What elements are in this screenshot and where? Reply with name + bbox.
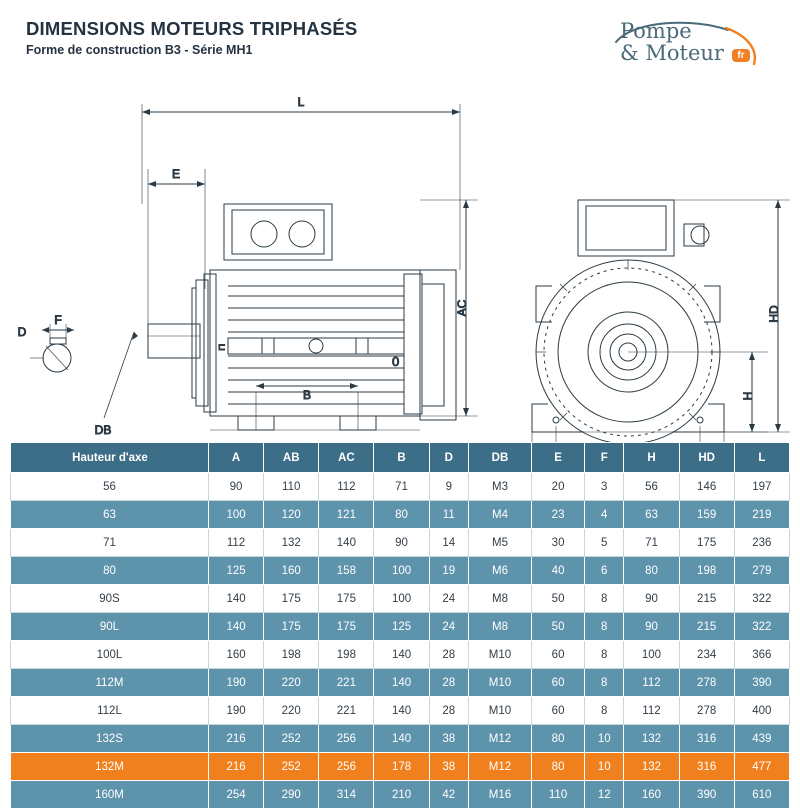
table-cell: M10 [468,697,531,725]
table-row[interactable] [11,669,790,697]
table-cell: 175 [319,585,374,613]
label-F: F [54,313,62,327]
table-cell: 110 [264,473,319,501]
table-cell: 100 [374,557,429,585]
label-AC: AC [455,299,469,317]
motor-dimension-drawing [0,74,800,437]
table-cell: 110 [532,781,585,809]
table-cell: 125 [208,557,263,585]
table-cell: 216 [208,725,263,753]
table-cell: 175 [679,529,734,557]
table-cell-axis-height: 71 [11,529,209,557]
table-cell: 390 [734,669,789,697]
table-cell: 439 [734,725,789,753]
table-cell: 278 [679,669,734,697]
table-cell-axis-height: 160M [11,781,209,809]
table-cell: 140 [208,613,263,641]
table-cell: 80 [532,725,585,753]
table-cell: 100 [208,501,263,529]
table-row[interactable] [11,557,790,585]
table-cell: 90 [374,529,429,557]
table-cell: 175 [264,613,319,641]
title-block [26,18,357,57]
table-cell: 159 [679,501,734,529]
table-cell: 90 [208,473,263,501]
table-column-header: H [624,443,679,473]
table-cell: 90 [624,613,679,641]
table-row[interactable] [11,585,790,613]
table-row[interactable] [11,697,790,725]
page-title: DIMENSIONS MOTEURS TRIPHASÉS [26,18,358,39]
table-cell-axis-height: 63 [11,501,209,529]
table-cell: 252 [264,753,319,781]
table-column-header: E [532,443,585,473]
table-cell: 140 [374,697,429,725]
logo-badge-fr: fr [732,49,749,62]
table-cell: 10 [585,725,624,753]
table-column-header: HD [679,443,734,473]
table-cell: 160 [208,641,263,669]
table-cell: 38 [429,753,468,781]
table-cell: M6 [468,557,531,585]
table-cell-axis-height: 112L [11,697,209,725]
table-cell: 210 [374,781,429,809]
label-L: L [297,95,305,109]
page-header [0,0,800,78]
table-cell: 477 [734,753,789,781]
table-row[interactable] [11,501,790,529]
table-cell: 3 [585,473,624,501]
dimensions-table [10,442,790,809]
table-cell: 175 [319,613,374,641]
label-B: B [302,388,312,402]
table-row[interactable] [11,529,790,557]
table-cell: 40 [532,557,585,585]
table-cell: 314 [319,781,374,809]
table-cell: M12 [468,725,531,753]
table-cell: 100 [374,585,429,613]
table-cell: 63 [624,501,679,529]
table-cell: 190 [208,697,263,725]
table-cell: 316 [679,753,734,781]
table-cell-axis-height: 90S [11,585,209,613]
table-cell: M4 [468,501,531,529]
table-cell: 14 [429,529,468,557]
table-cell: 234 [679,641,734,669]
table-cell: 9 [429,473,468,501]
label-HD: HD [767,305,781,323]
table-cell: 221 [319,697,374,725]
svg-text:0: 0 [392,354,400,369]
table-cell: 80 [532,753,585,781]
table-cell: 120 [264,501,319,529]
logo-text-line2: & Moteur [620,41,724,65]
table-cell: 215 [679,613,734,641]
dimensions-table-wrap [10,442,790,809]
technical-drawing [0,74,800,437]
table-cell: 256 [319,725,374,753]
table-cell: M12 [468,753,531,781]
table-column-header: AC [319,443,374,473]
table-cell: 80 [624,557,679,585]
table-body [11,473,790,809]
table-column-header: D [429,443,468,473]
table-cell: M8 [468,585,531,613]
table-cell: 140 [319,529,374,557]
table-cell: 10 [585,753,624,781]
table-cell: 132 [624,753,679,781]
svg-text:⊏: ⊏ [218,342,226,352]
table-cell-axis-height: 132S [11,725,209,753]
logo-text-line1: Pompe [620,19,692,43]
table-cell: M3 [468,473,531,501]
table-column-header: AB [264,443,319,473]
table-cell: 80 [374,501,429,529]
table-cell: 216 [208,753,263,781]
table-cell: 8 [585,641,624,669]
table-cell: 50 [532,613,585,641]
table-cell: 322 [734,585,789,613]
table-row[interactable] [11,725,790,753]
table-cell: M10 [468,669,531,697]
table-cell: 8 [585,613,624,641]
table-cell: 390 [679,781,734,809]
table-cell: 30 [532,529,585,557]
table-cell: 60 [532,669,585,697]
table-cell-axis-height: 80 [11,557,209,585]
page-subtitle: Forme de construction B3 - Série MH1 [26,43,253,57]
table-cell-axis-height: 90L [11,613,209,641]
table-cell-axis-height: 112M [11,669,209,697]
table-cell: 220 [264,669,319,697]
table-cell: 4 [585,501,624,529]
table-cell: 19 [429,557,468,585]
table-cell: 322 [734,613,789,641]
table-cell: M5 [468,529,531,557]
table-cell: 140 [374,669,429,697]
table-cell: 220 [264,697,319,725]
table-cell-axis-height: 132M [11,753,209,781]
table-cell: 236 [734,529,789,557]
table-row[interactable] [11,613,790,641]
label-DB: DB [94,423,112,437]
table-cell: 112 [208,529,263,557]
table-cell: 256 [319,753,374,781]
table-cell: 60 [532,697,585,725]
table-cell: M8 [468,613,531,641]
table-cell: 28 [429,697,468,725]
table-row[interactable] [11,753,790,781]
table-cell: 125 [374,613,429,641]
table-cell-axis-height: 100L [11,641,209,669]
table-cell: M10 [468,641,531,669]
table-cell: 71 [624,529,679,557]
table-cell: 50 [532,585,585,613]
table-cell: 8 [585,669,624,697]
table-cell: 221 [319,669,374,697]
table-cell: 160 [624,781,679,809]
table-row[interactable] [11,473,790,501]
table-cell: 198 [319,641,374,669]
table-cell: 24 [429,613,468,641]
table-cell: 146 [679,473,734,501]
table-cell: 197 [734,473,789,501]
table-cell: 198 [679,557,734,585]
table-cell: 11 [429,501,468,529]
table-cell: 112 [624,669,679,697]
table-cell: 42 [429,781,468,809]
table-cell: 56 [624,473,679,501]
table-cell: 279 [734,557,789,585]
table-cell: 38 [429,725,468,753]
table-cell: 112 [319,473,374,501]
table-cell: 90 [624,585,679,613]
table-cell: 366 [734,641,789,669]
table-cell: 140 [374,641,429,669]
table-cell: 316 [679,725,734,753]
table-cell: 28 [429,641,468,669]
table-cell: 100 [624,641,679,669]
table-cell: 20 [532,473,585,501]
table-cell: 6 [585,557,624,585]
table-cell: 215 [679,585,734,613]
table-column-header: L [734,443,789,473]
table-cell: 28 [429,669,468,697]
table-cell: 290 [264,781,319,809]
table-cell: 178 [374,753,429,781]
table-cell: 175 [264,585,319,613]
table-cell: 219 [734,501,789,529]
table-cell: M16 [468,781,531,809]
table-header-row [11,443,790,473]
table-cell: 252 [264,725,319,753]
table-cell: 60 [532,641,585,669]
table-cell: 158 [319,557,374,585]
table-cell: 190 [208,669,263,697]
table-cell: 8 [585,585,624,613]
table-column-header: DB [468,443,531,473]
label-E: E [171,167,181,181]
table-cell: 112 [624,697,679,725]
table-cell: 24 [429,585,468,613]
table-cell: 198 [264,641,319,669]
label-D: D [17,325,27,339]
table-cell: 400 [734,697,789,725]
table-cell: 140 [208,585,263,613]
table-column-header: F [585,443,624,473]
table-cell: 132 [264,529,319,557]
table-row[interactable] [11,641,790,669]
label-H: H [741,391,755,401]
table-cell: 610 [734,781,789,809]
table-cell: 71 [374,473,429,501]
table-cell: 12 [585,781,624,809]
table-cell: 121 [319,501,374,529]
table-row[interactable] [11,781,790,809]
table-cell-axis-height: 56 [11,473,209,501]
table-cell: 132 [624,725,679,753]
table-cell: 140 [374,725,429,753]
table-cell: 160 [264,557,319,585]
table-column-header: B [374,443,429,473]
table-cell: 254 [208,781,263,809]
table-cell: 5 [585,529,624,557]
table-cell: 278 [679,697,734,725]
brand-logo [608,14,776,72]
table-cell: 8 [585,697,624,725]
table-cell: 23 [532,501,585,529]
table-column-header: A [208,443,263,473]
table-column-header: Hauteur d'axe [11,443,209,473]
